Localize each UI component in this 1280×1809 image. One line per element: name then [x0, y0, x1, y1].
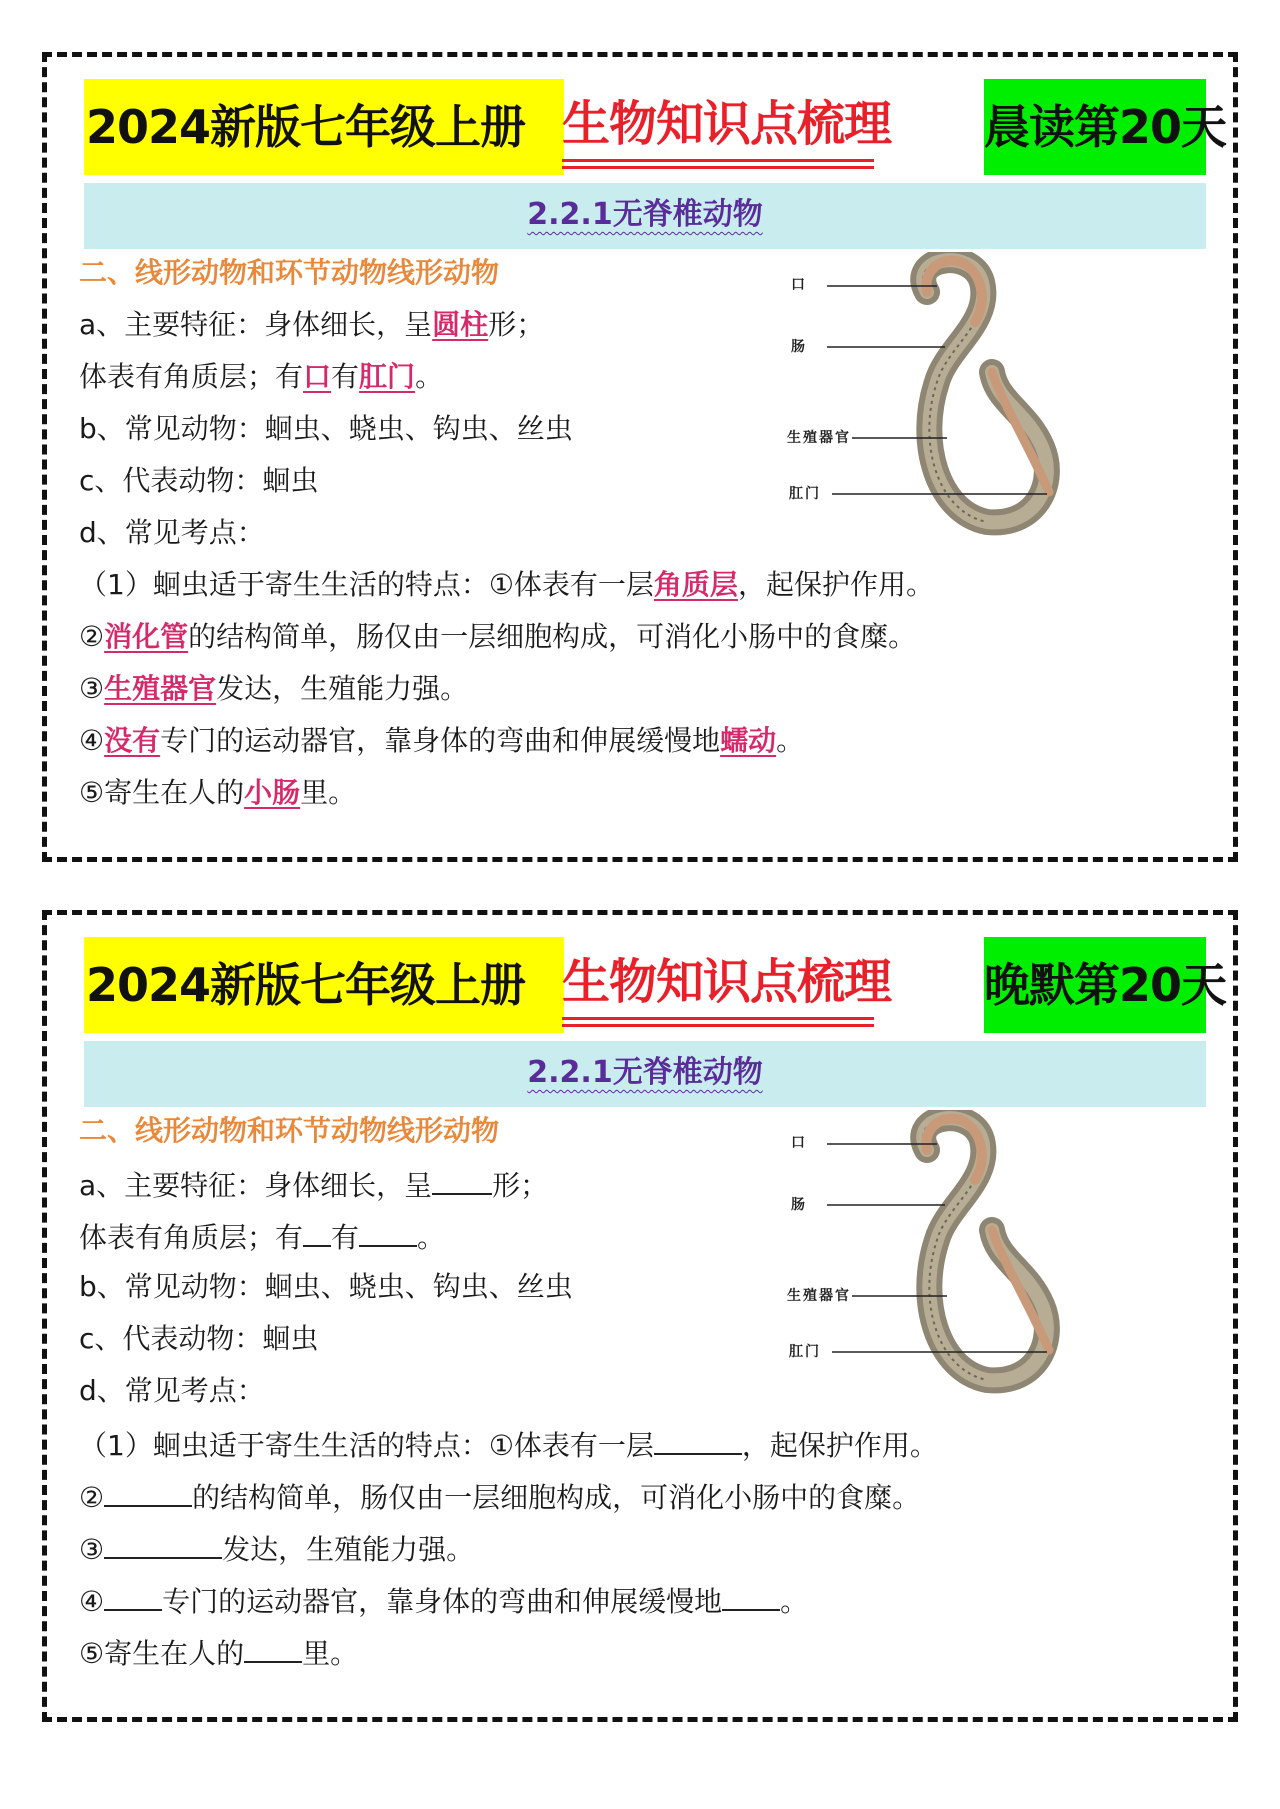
text: 专门的运动器官，靠身体的弯曲和伸展缓慢地	[162, 1585, 723, 1618]
fill-blank[interactable]	[654, 1423, 742, 1455]
point-4-line	[79, 1579, 808, 1619]
text: 里。	[300, 776, 357, 809]
fill-blank[interactable]	[104, 1475, 192, 1507]
representative-animal-line: c、代表动物：蛔虫	[79, 1322, 319, 1355]
text: 有	[331, 1221, 360, 1254]
fill-blank[interactable]	[104, 1527, 222, 1559]
common-animals-line: b、常见动物：蛔虫、蛲虫、钩虫、丝虫	[79, 1270, 573, 1303]
subheader-bar	[84, 1041, 1206, 1107]
fill-blank[interactable]	[244, 1631, 302, 1663]
fill-blank[interactable]	[432, 1163, 492, 1195]
text: ，起保护作用。	[737, 568, 934, 601]
point-3-line	[79, 1527, 474, 1567]
point-4-line	[79, 721, 804, 761]
point-2-line	[79, 1475, 920, 1515]
header-subject-title: 生物知识点梳理	[562, 96, 892, 152]
answer-text: 角质层	[653, 568, 738, 601]
text: 。	[776, 724, 805, 757]
roundworm-figure	[787, 252, 1137, 537]
text: a、主要特征：身体细长，呈	[79, 308, 433, 341]
title-underline	[562, 166, 874, 169]
text: ，起保护作用。	[741, 1429, 938, 1462]
subheader-title: 2.2.1无脊椎动物	[527, 197, 763, 232]
point-1-line	[79, 565, 934, 605]
label-reproductive-organ: 生殖器官	[787, 1288, 851, 1304]
point-3-line	[79, 669, 468, 709]
text: （1）蛔虫适于寄生生活的特点：①体表有一层	[79, 1429, 654, 1462]
title-underline	[562, 159, 874, 162]
day-badge: 晨读第20天	[984, 79, 1206, 175]
text: 形；	[488, 308, 545, 341]
text: 。	[780, 1585, 809, 1618]
answer-text: 生殖器官	[104, 672, 217, 705]
answer-text: 圆柱	[432, 308, 489, 341]
text: ②	[79, 1481, 105, 1514]
label-intestine: 肠	[791, 339, 807, 355]
text: 的结构简单，肠仅由一层细胞构成，可消化小肠中的食糜。	[188, 620, 917, 653]
point-1-line	[79, 1423, 938, 1463]
header-grade-title: 2024新版七年级上册	[84, 79, 564, 175]
text: ⑤寄生在人的	[79, 1637, 245, 1670]
morning-reading-card	[42, 52, 1238, 862]
label-anus: 肛门	[789, 486, 821, 502]
key-points-heading: d、常见考点：	[79, 516, 265, 549]
roundworm-illustration	[787, 1110, 1137, 1395]
text: ②	[79, 620, 105, 653]
text: 形；	[492, 1169, 549, 1202]
answer-text: 口	[303, 360, 332, 393]
point-5-line	[79, 1631, 358, 1671]
label-reproductive-organ: 生殖器官	[787, 430, 851, 446]
cuticle-line	[79, 1215, 445, 1255]
answer-text: 小肠	[244, 776, 301, 809]
answer-text: 没有	[104, 724, 161, 757]
feature-line	[79, 1163, 548, 1203]
answer-text: 蠕动	[720, 724, 777, 757]
section-title: 二、线形动物和环节动物线形动物	[79, 256, 500, 289]
fill-blank[interactable]	[104, 1579, 162, 1611]
point-2-line	[79, 617, 916, 657]
fill-blank[interactable]	[722, 1579, 780, 1611]
common-animals-line: b、常见动物：蛔虫、蛲虫、钩虫、丝虫	[79, 412, 573, 445]
label-anus: 肛门	[789, 1344, 821, 1360]
label-mouth: 口	[791, 277, 807, 293]
title-underline	[562, 1017, 874, 1020]
text: ③	[79, 1533, 105, 1566]
roundworm-illustration	[787, 252, 1137, 537]
header-grade-title: 2024新版七年级上册	[84, 937, 564, 1033]
header-subject-title: 生物知识点梳理	[562, 954, 892, 1010]
label-mouth: 口	[791, 1135, 807, 1151]
evening-dictation-card	[42, 910, 1238, 1722]
text: （1）蛔虫适于寄生生活的特点：①体表有一层	[79, 568, 654, 601]
text: ③	[79, 672, 105, 705]
text: 有	[331, 360, 360, 393]
card-header	[84, 79, 1227, 175]
text: 发达，生殖能力强。	[216, 672, 469, 705]
answer-text: 消化管	[104, 620, 189, 653]
text: 。	[417, 1221, 446, 1254]
fill-blank[interactable]	[359, 1215, 417, 1247]
label-intestine: 肠	[791, 1197, 807, 1213]
fill-blank[interactable]	[303, 1215, 331, 1247]
key-points-heading: d、常见考点：	[79, 1374, 265, 1407]
text: ⑤寄生在人的	[79, 776, 245, 809]
cuticle-line	[79, 357, 443, 397]
representative-animal-line: c、代表动物：蛔虫	[79, 464, 319, 497]
text: ④	[79, 724, 105, 757]
text: 体表有角质层；有	[79, 1221, 304, 1254]
section-title: 二、线形动物和环节动物线形动物	[79, 1114, 500, 1147]
roundworm-figure	[787, 1110, 1137, 1395]
text: 里。	[302, 1637, 359, 1670]
text: 的结构简单，肠仅由一层细胞构成，可消化小肠中的食糜。	[192, 1481, 921, 1514]
text: a、主要特征：身体细长，呈	[79, 1169, 433, 1202]
answer-text: 肛门	[359, 360, 416, 393]
text: 发达，生殖能力强。	[222, 1533, 475, 1566]
card-header	[84, 937, 1227, 1033]
text: ④	[79, 1585, 105, 1618]
text: 体表有角质层；有	[79, 360, 304, 393]
point-5-line	[79, 773, 356, 813]
title-underline	[562, 1024, 874, 1027]
day-badge: 晚默第20天	[984, 937, 1206, 1033]
subheader-title: 2.2.1无脊椎动物	[527, 1055, 763, 1090]
subheader-bar	[84, 183, 1206, 249]
feature-line	[79, 305, 544, 345]
text: 专门的运动器官，靠身体的弯曲和伸展缓慢地	[160, 724, 721, 757]
text: 。	[415, 360, 444, 393]
